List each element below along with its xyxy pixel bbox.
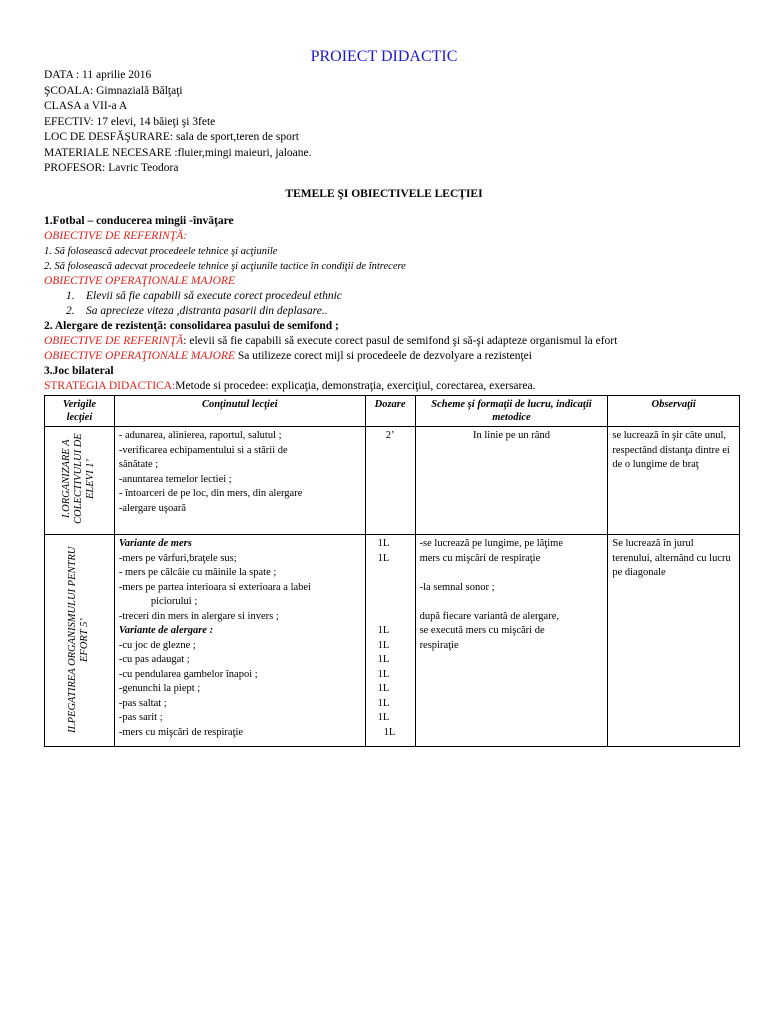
scheme-line: se execută mers cu mişcări de (419, 625, 545, 636)
scheme-line: respiraţie (419, 639, 459, 651)
theme-1-ref-item: 2. Să folosească adecvat procedeele tehnice şi acţiunile tactice în condiţii de întrecere (44, 261, 406, 272)
stage-label: II.PEGATIREA ORGANISMULUI PENTRU EFORT 5’ (67, 546, 91, 734)
content-line: -treceri din mers in alergare si invers ; (118, 610, 279, 622)
theme-2-title: 2. Alergare de rezistenţă: consolidarea pasului de semifond ; (44, 320, 339, 332)
dosage-value: 1L (377, 552, 390, 564)
info-date: DATA : 11 aprilie 2016 (44, 69, 152, 81)
content-line: -cu pendularea gambelor înapoi ; (118, 668, 258, 680)
run-variants-title: Variante de alergare : (118, 625, 214, 636)
content-line: sănătate ; (118, 459, 159, 470)
content-line: -alergare uşoară (118, 502, 187, 514)
section-title: TEMELE ŞI OBIECTIVELE LECŢIEI (285, 188, 483, 200)
content-line: -anuntarea temelor lectiei ; (118, 473, 232, 485)
dosage-value: 1L (377, 668, 390, 680)
scheme-line: după fiecare variantă de alergare, (419, 610, 559, 622)
observations-cell: Se lucrează în jurul terenului, alternând cu lucru pe diagonale (608, 535, 740, 747)
strategy-label: STRATEGIA DIDACTICA: (44, 380, 176, 392)
content-line: -cu joc de glezne ; (118, 639, 196, 651)
header-stage: Verigile lecţiei (45, 396, 115, 427)
header-scheme: Scheme şi formaţii de lucru, indicaţii metodice (415, 396, 608, 427)
dosage-value: 1L (377, 683, 390, 694)
info-teacher: PROFESOR: Lavric Teodora (44, 162, 179, 174)
observations-cell: se lucrează în şir câte unul, respectând distanţa dintre ei de o lungime de braţ (608, 427, 740, 535)
content-line: - întoarceri de pe loc, din mers, din alergare (118, 488, 303, 499)
info-school: ŞCOALA: Gimnazială Bălţaţi (44, 84, 183, 97)
theme-1-op-item: 1. Elevii să fie capabili să execute corect procedeul ethnic (66, 290, 342, 302)
dosage-cell: 2’ (365, 427, 415, 535)
content-cell (114, 535, 365, 747)
header-dosage: Dozare (365, 396, 415, 427)
content-line: piciorului ; (150, 596, 198, 607)
dosage-value: 1L (383, 726, 396, 738)
theme-2-ref-line (44, 334, 617, 349)
walk-variants-title: Variante de mers (118, 538, 192, 549)
dosage-spacer (370, 566, 411, 624)
content-line: - mers pe călcâie cu mâinile la spate ; (118, 567, 277, 578)
info-class: CLASA a VII-a A (44, 100, 128, 112)
scheme-cell (415, 535, 608, 747)
table-header-row (45, 396, 740, 427)
theme-1-op-item: 2. Sa aprecieze viteza ,distranta pasarii din deplasare.. (66, 305, 328, 317)
content-line: -pas sarit ; (118, 712, 163, 723)
scheme-spacer (420, 566, 604, 581)
content-line: - adunarea, alinierea, raportul, salutul ; (118, 430, 282, 441)
stage-cell (45, 535, 115, 747)
content-cell (114, 427, 365, 535)
info-location: LOC DE DESFĂŞURARE: sala de sport,teren de sport (44, 131, 299, 143)
theme-2-op-text: Sa utilizeze corect mijl si procedeele de dezvolyare a rezistenţei (235, 350, 532, 362)
dosage-value: 1L (377, 538, 390, 549)
theme-1-ref-label: OBIECTIVE DE REFERINŢĂ: (44, 230, 188, 242)
theme-2-ref-label: OBIECTIVE DE REFERINŢĂ (44, 335, 184, 347)
theme-2-ref-text: : elevii să fie capabili să execute corect pasul de semifond şi să-şi adapteze organismul la efort (183, 335, 618, 347)
dosage-value: 1L (377, 654, 390, 665)
document-title: PROIECT DIDACTIC (310, 48, 458, 65)
content-line: -genunchi la piept ; (118, 683, 201, 694)
dosage-value: 1L (377, 625, 390, 636)
theme-1-title: 1.Fotbal – conducerea mingii -învăţare (44, 215, 234, 227)
scheme-line: -la semnal sonor ; (419, 581, 495, 593)
scheme-line: -se lucrează pe lungime, pe lăţime (419, 538, 563, 549)
content-line: -cu pas adaugat ; (118, 654, 190, 665)
strategy-text: Metode si procedee: explicaţia, demonstraţia, exerciţiul, corectarea, exersarea. (175, 380, 536, 392)
table-row (45, 535, 740, 747)
dosage-value: 1L (377, 639, 390, 651)
theme-2-op-line (44, 349, 617, 364)
scheme-cell: In linie pe un rând (415, 427, 608, 535)
stage-cell (45, 427, 115, 535)
theme-1-ref-item: 1. Să folosească adecvat procedeele tehnice şi acţiunile (44, 246, 278, 257)
content-line: -mers cu mişcări de respiraţie (118, 726, 244, 738)
content-line: -pas saltat ; (118, 697, 167, 709)
info-headcount: EFECTIV: 17 elevi, 14 băieţi şi 3fete (44, 115, 216, 128)
dosage-value: 1L (377, 712, 390, 723)
lesson-table (44, 395, 740, 747)
info-materials: MATERIALE NECESARE :fluier,mingi maieuri, jaloane. (44, 146, 312, 159)
scheme-spacer (420, 595, 604, 610)
objectives-block (44, 214, 617, 394)
theme-1-op-label: OBIECTIVE OPERAŢIONALE MAJORE (44, 275, 235, 287)
info-block (44, 68, 312, 177)
dosage-cell (365, 535, 415, 747)
content-line: -mers pe partea interioara si exterioara a labei (118, 581, 311, 593)
content-line: -mers pe vârfuri,braţele sus; (118, 552, 237, 564)
dosage-value: 1L (377, 697, 390, 709)
scheme-line: mers cu mişcări de respiraţie (419, 552, 541, 564)
header-observations: Observaţii (608, 396, 740, 427)
strategy-line (44, 379, 617, 394)
stage-label: I.ORGANIZARE A COLECTIVULUI DE ELEVI 1’ (61, 433, 97, 525)
table-row (45, 427, 740, 535)
header-content: Conţinutul lecţiei (114, 396, 365, 427)
content-line: -verificarea echipamentului si a stării de (118, 444, 288, 456)
theme-3-title: 3.Joc bilateral (44, 365, 114, 377)
theme-2-op-label: OBIECTIVE OPERAŢIONALE MAJORE (44, 350, 235, 362)
